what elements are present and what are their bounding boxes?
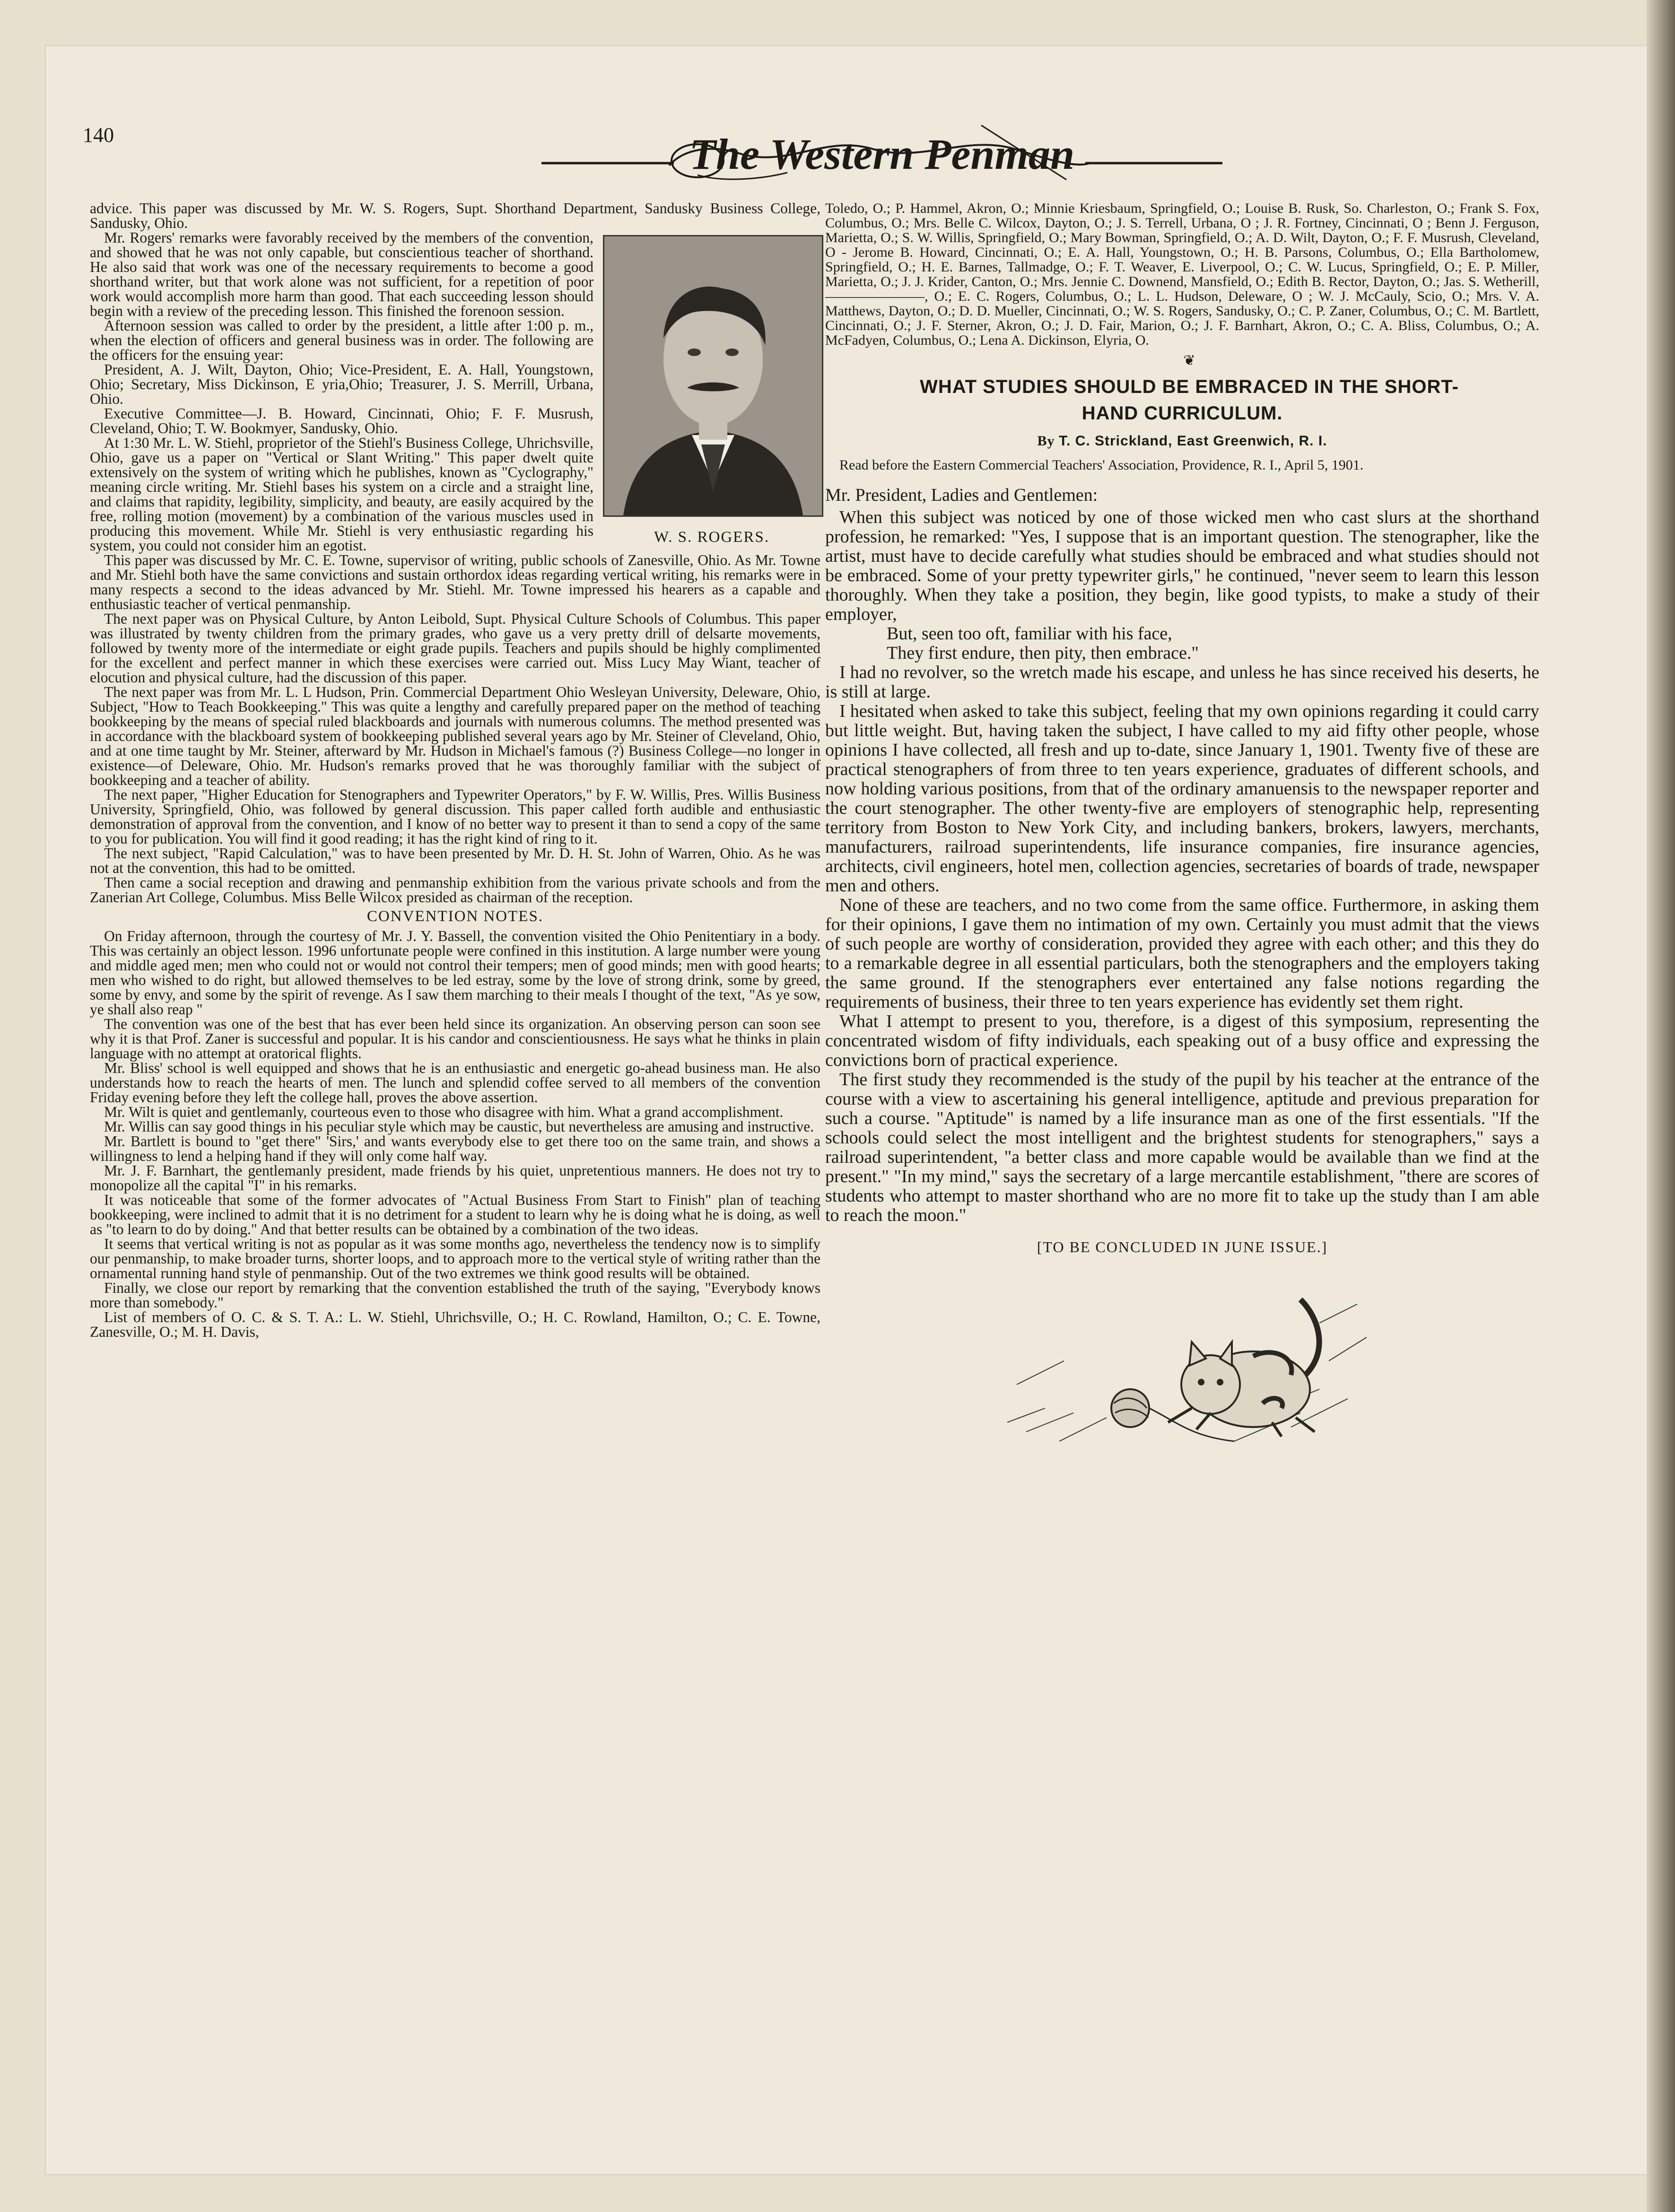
paragraph: advice. This paper was discussed by Mr. W. S. Rogers, Supt. Shorthand Department, Sandusky Business College, Sandusky, Ohio. xyxy=(90,200,820,231)
portrait-caption: W. S. ROGERS. xyxy=(654,529,769,546)
svg-text:The Western Penman: The Western Penman xyxy=(689,130,1075,178)
paragraph: Mr. J. F. Barnhart, the gentlemanly president, made friends by his quiet, unpretentious manners. He does not try to monopolize all the capital "I" in his remarks. xyxy=(90,1162,820,1193)
article-title xyxy=(825,374,1539,427)
paragraph: On Friday afternoon, through the courtesy of Mr. J. Y. Bassell, the convention visited the Ohio Penitentiary in a body. This was certainly an object lesson. 1996 unfortunate people were confined in this institution. A large number were young and middle aged men; men who could not or would not control their tempers; men of good minds; men with good hearts; men who wished to do right, but allowed themselves to be led estray, some by the love of strong drink, some by greed, some by envy, and some by the spirit of revenge. As I saw them marching to their meals I thought of the text, "As ye sow, ye shall also reap " xyxy=(90,928,820,1018)
article-body xyxy=(825,486,1539,1257)
continued-notice: [TO BE CONCLUDED IN JUNE ISSUE.] xyxy=(1037,1238,1328,1255)
paragraph: Mr. Bartlett is bound to "get there" 'Sirs,' and wants everybody else to get there too on the same train, and shows a willingness to lend a helping hand if they will only come half way. xyxy=(90,1133,820,1164)
author-name: T. C. Strickland, East Greenwich, R. I. xyxy=(1059,433,1327,449)
paragraph: Mr. Wilt is quiet and gentlemanly, courteous even to those who disagree with him. What a grand accomplishment. xyxy=(104,1104,784,1120)
convention-notes-heading: CONVENTION NOTES. xyxy=(366,908,544,925)
salutation: Mr. President, Ladies and Gentlemen: xyxy=(825,485,1098,505)
paragraph: When this subject was noticed by one of those wicked men who cast slurs at the shorthand profession, he remarked: "Yes, I suppose that is an important question. The stenographer, like the artist, must have to decide carefully what studies should be embraced and what studies should not be embraced. Some of your pretty typewriter girls," he continued, "never seem to learn this lesson thoroughly. When they take a position, they begin, like good typists, to make a study of their employer, xyxy=(825,507,1539,624)
paragraph: Afternoon session was called to order by the president, a little after 1:00 p. m., when the election of officers and general business was in order. The following are the officers for the ensuing year: xyxy=(90,317,593,363)
member-list: Toledo, O.; P. Hammel, Akron, O.; Minnie Kriesbaum, Springfield, O.; Louise B. Rusk, So. Charleston, O.; Frank S. Fox, Columbus, O.; Mrs. Belle C. Wilcox, Dayton, O.; J. S. Terrell, Urbana, O ; J. R. Fortney, Cincinnati, O ; Benn J. Ferguson, Marietta, O.; S. W. Willis, Springfield, O.; Mary Bowman, Springfield, O.; A. D. Wilt, Dayton, O.; F. F. Musrush, Cleveland, O - Jerome B. Howard, Cincinnati, O.; E. A. Hall, Youngstown, O.; H. B. Parsons, Columbus, O.; Ella Bartholomew, Springfield, O.; H. E. Barnes, Tallmadge, O.; F. T. Weaver, E. Liverpool, O.; C. W. Lucus, Springfield, O.; E. P. Miller, Marietta, O.; J. J. Krider, Canton, O.; Mrs. Jennie C. Downend, Mansfield, O.; Edith B. Rector, Dayton, O.; Jas. S. Wetherill, ———————, O.; E. C. Rogers, Columbus, O.; L. L. Hudson, Deleware, O ; W. J. McCauly, Scio, O.; Mrs. V. A. Matthews, Dayton, O.; D. D. Mueller, Cincinnati, O.; W. S. Rogers, Sandusky, O.; C. P. Zaner, Columbus, O.; C. M. Bartlett, Cincinnati, O.; J. F. Sterner, Akron, O.; J. D. Fair, Marion, O.; J. F. Barnhart, Akron, O.; C. A. Bliss, Columbus, O.; A. McFadyen, Columbus, O.; Lena A. Dickinson, Elyria, O. xyxy=(825,200,1539,348)
fleuron-icon: ❦ xyxy=(1183,353,1195,368)
article-title-line: WHAT STUDIES SHOULD BE EMBRACED IN THE SHORT- xyxy=(920,376,1459,397)
page-header xyxy=(45,45,1648,196)
kitten-with-yarn-illustration xyxy=(988,1266,1376,1455)
paragraph: List of members of O. C. & S. T. A.: L. W. Stiehl, Uhrichsville, O.; H. C. Rowland, Hamilton, O.; C. E. Towne, Zanesville, O.; M. H. Davis, xyxy=(90,1309,820,1340)
read-before-note: Read before the Eastern Commercial Teachers' Association, Providence, R. I., April 5, 1901. xyxy=(839,457,1364,473)
paragraph: Mr. Bliss' school is well equipped and shows that he is an enthusiastic and energetic go-ahead business man. He also understands how to reach the hearts of men. The lunch and splendid coffee served to all members of the convention Friday evening before they left the college hall, proves the above assertion. xyxy=(90,1060,820,1106)
verse-line: They first endure, then pity, then embrace." xyxy=(887,643,1199,663)
left-column xyxy=(90,201,820,1339)
article-title-line: HAND CURRICULUM. xyxy=(1082,403,1283,424)
paragraph: Mr. Rogers' remarks were favorably received by the members of the convention, and showed that he was not only capable, but conscientious teacher of shorthand. He also said that work was one of the necessary requirements to become a good shorthand writer, but that work alone was not sufficient, for a repetition of poor work would accomplish more harm than good. That each succeeding lesson should begin with a review of the preceding lesson. This finished the forenoon session. xyxy=(90,229,593,319)
paragraph: I hesitated when asked to take this subject, feeling that my own opinions regarding it could carry but little weight. But, having taken the subject, I have called to my aid fifty other people, whose opinions I have collected, all fresh and up to-date, since January 1, 1901. Twenty five of these are practical stenographers of from three to ten years experience, graduates of different schools, and now holding various positions, from that of the ordinary amanuensis to the newspaper reporter and the court stenographer. The other twenty-five are employers of stenographic help, representing territory from Boston to New York City, and including bankers, brokers, lawyers, merchants, manufacturers, railroad superintendents, life insurance companies, fire insurance agencies, architects, civil engineers, hotel men, collection agencies, secretaries of boards of trade, newspaper men and others. xyxy=(825,701,1539,896)
paragraph: It was noticeable that some of the former advocates of "Actual Business From Start to Finish" plan of teaching bookkeeping, were inclined to admit that it is no detriment for a student to learn why he is doing what he is doing, as well as "to learn to do by doing." And that better results can be obtained by a combination of the two ideas. xyxy=(90,1192,820,1237)
right-column xyxy=(825,201,1539,1455)
paragraph: The convention was one of the best that has ever been held since its organization. An observing person can soon see why it is that Prof. Zaner is successful and popular. It is his candor and conscientiousness. He says what he thinks in plain language with no attempt at oratorical flights. xyxy=(90,1016,820,1062)
magazine-page xyxy=(45,45,1648,2175)
paragraph: The next paper was from Mr. L. L Hudson, Prin. Commercial Department Ohio Wesleyan University, Deleware, Ohio, Subject, "How to Teach Bookkeeping." This was quite a lengthy and carefully prepared paper on the method of teaching bookkeeping by the means of special ruled blackboards and journals with numerous columns. The method presented was in accordance with the blackboard system of bookkeeping published several years ago by Mr. Steiner of Cleveland, Ohio, and at one time taught by Mr. Steiner, afterward by Mr. Hudson in Michael's famous (?) Business College—no longer in existence—of Deleware, Ohio. Mr. Hudson's remarks proved that he was thoroughly familiar with the subject of bookkeeping and a teacher of ability. xyxy=(90,684,820,788)
paragraph: The next subject, "Rapid Calculation," was to have been presented by Mr. D. H. St. John of Warren, Ohio. As he was not at the convention, this had to be omitted. xyxy=(90,845,820,876)
portrait-photo xyxy=(603,235,823,517)
byline-prefix: By xyxy=(1037,433,1059,449)
paragraph: President, A. J. Wilt, Dayton, Ohio; Vice-President, E. A. Hall, Youngstown, Ohio; Secretary, Miss Dickinson, E yria,Ohio; Treasurer, J. S. Merrill, Urbana, Ohio. xyxy=(90,361,593,407)
binding-edge xyxy=(1647,0,1675,2212)
paragraph: Mr. Willis can say good things in his peculiar style which may be caustic, but nevertheless are amusing and instructive. xyxy=(104,1118,814,1135)
page-number: 140 xyxy=(83,123,114,147)
byline xyxy=(825,433,1539,449)
paragraph: Then came a social reception and drawing and penmanship exhibition from the various private schools and from the Zanerian Art College, Columbus. Miss Belle Wilcox presided as chairman of the reception. xyxy=(90,874,820,906)
masthead-logo xyxy=(541,116,1222,196)
paragraph: None of these are teachers, and no two come from the same office. Furthermore, in asking them for their opinions, I gave them no intimation of my own. Certainly you must admit that the views of such people are worthy of consideration, provided they agree with each other; and this they do to a remarkable degree in all essential particulars, both the stenographers and the employers taking the same ground. If the stenographers ever entertained any false notions regarding the requirements of business, their three to ten years experience has evidently set them right. xyxy=(825,895,1539,1012)
paragraph: Finally, we close our report by remarking that the convention established the truth of the saying, "Everybody knows more than somebody." xyxy=(90,1280,820,1311)
paragraph: This paper was discussed by Mr. C. E. Towne, supervisor of writing, public schools of Zanesville, Ohio. As Mr. Towne and Mr. Stiehl both have the same convictions and sustain orthordox ideas regarding vertical writing, his remarks were in many respects a second to the ideas advanced by Mr. Stiehl. Mr. Towne impressed his hearers as a capable and enthusiastic teacher of vertical penmanship. xyxy=(90,552,820,612)
paragraph: I had no revolver, so the wretch made his escape, and unless he has since received his deserts, he is still at large. xyxy=(825,662,1539,702)
paragraph: The first study they recommended is the study of the pupil by his teacher at the entrance of the course with a view to ascertaining his general intelligence, aptitude and previous preparation for such a course. "Aptitude" is named by a life insurance man as one of the first essentials. "If the schools could select the most intelligent and the brightest students for stenographers," says a railroad superintendent, "a better class and more capable would be available than we find at the present." "In my mind," says the secretary of a large mercantile establishment, "there are scores of students who attempt to master shorthand who are no more fit to take up the study than I am able to reach the moon." xyxy=(825,1070,1539,1225)
portrait-figure xyxy=(603,235,820,545)
paragraph: What I attempt to present to you, therefore, is a digest of this symposium, representing the concentrated wisdom of fifty individuals, each speaking out of a busy office and expressing the convictions born of practical experience. xyxy=(825,1011,1539,1070)
paragraph: The next paper was on Physical Culture, by Anton Leibold, Supt. Physical Culture Schools of Columbus. This paper was illustrated by twenty children from the primary grades, who gave us a very pretty drill of delsarte movements, followed by twenty more of the intermediate or eight grade pupils. Teachers and pupils should be highly complimented for the excellent and perfect manner in which these exercises were carried out. Miss Lucy May Wiant, teacher of elocution and physical culture, had the discussion of this paper. xyxy=(90,610,820,686)
paragraph: Executive Committee—J. B. Howard, Cincinnati, Ohio; F. F. Musrush, Cleveland, Ohio; T. W. Bookmyer, Sandusky, Ohio. xyxy=(90,405,593,436)
paragraph: At 1:30 Mr. L. W. Stiehl, proprietor of the Stiehl's Business College, Uhrichsville, Ohio, gave us a paper on "Vertical or Slant Writing." This paper dwelt quite extensively on the system of writing which he publishes, known as "Cyclography," meaning circle writing. Mr. Stiehl bases his system on a circle and a straight line, and claims that rapidity, legibility, simplicity, and beauty, are easily acquired by the free, rolling motion (movement) by a combination of the various muscles used in producing this movement. While Mr. Stiehl is very enthusiastic regarding his system, you could not consider him an egotist. xyxy=(90,435,593,554)
verse-line: But, seen too oft, familiar with his face, xyxy=(887,624,1172,644)
paragraph: The next paper, "Higher Education for Stenographers and Typewriter Operators," by F. W. Willis, Pres. Willis Business University, Springfield, Ohio, was followed by general discussion. This paper called forth audible and enthusiastic demonstration of approval from the convention, and I know of no better way to present it than to send a copy of the same to you for publication. You will find it good reading; it has the right kind of ring to it. xyxy=(90,786,820,847)
paragraph: It seems that vertical writing is not as popular as it was some months ago, nevertheless the tendency now is to simplify our penmanship, to make broader turns, shorter loops, and to approach more to the vertical style of writing rather than the ornamental running hand style of penmanship. Out of the two extremes we think good results will be obtained. xyxy=(90,1236,820,1281)
